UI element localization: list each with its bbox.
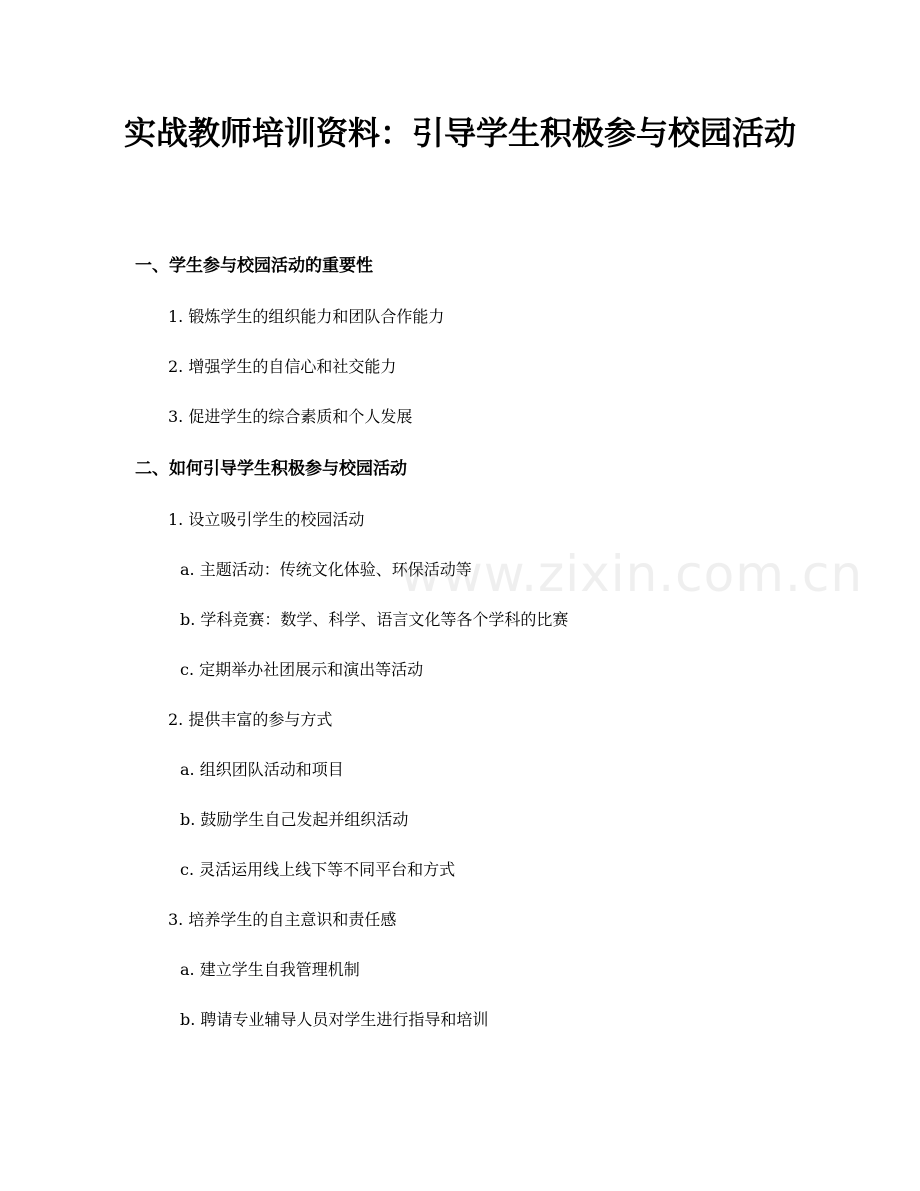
sub-list-item: b. 鼓励学生自己发起并组织活动 <box>180 810 409 829</box>
list-item: 2. 提供丰富的参与方式 <box>168 710 333 729</box>
sub-list-item: a. 主题活动：传统文化体验、环保活动等 <box>180 560 472 579</box>
list-item: 1. 锻炼学生的组织能力和团队合作能力 <box>168 307 445 326</box>
list-item: 3. 促进学生的综合素质和个人发展 <box>168 407 413 426</box>
list-item: 1. 设立吸引学生的校园活动 <box>168 510 365 529</box>
sub-list-item: a. 组织团队活动和项目 <box>180 760 344 779</box>
list-item: 2. 增强学生的自信心和社交能力 <box>168 357 397 376</box>
sub-list-item: c. 灵活运用线上线下等不同平台和方式 <box>180 860 456 879</box>
sub-list-item: b. 学科竞赛：数学、科学、语言文化等各个学科的比赛 <box>180 610 569 629</box>
sub-list-item: a. 建立学生自我管理机制 <box>180 960 360 979</box>
section-heading-how-to-guide: 二、如何引导学生积极参与校园活动 <box>135 459 407 479</box>
watermark: www.zixin.com.cn <box>400 545 864 603</box>
page-title: 实战教师培训资料：引导学生积极参与校园活动 <box>123 114 796 152</box>
section-heading-importance: 一、学生参与校园活动的重要性 <box>135 256 373 276</box>
sub-list-item: b. 聘请专业辅导人员对学生进行指导和培训 <box>180 1010 489 1029</box>
list-item: 3. 培养学生的自主意识和责任感 <box>168 910 397 929</box>
sub-list-item: c. 定期举办社团展示和演出等活动 <box>180 660 424 679</box>
